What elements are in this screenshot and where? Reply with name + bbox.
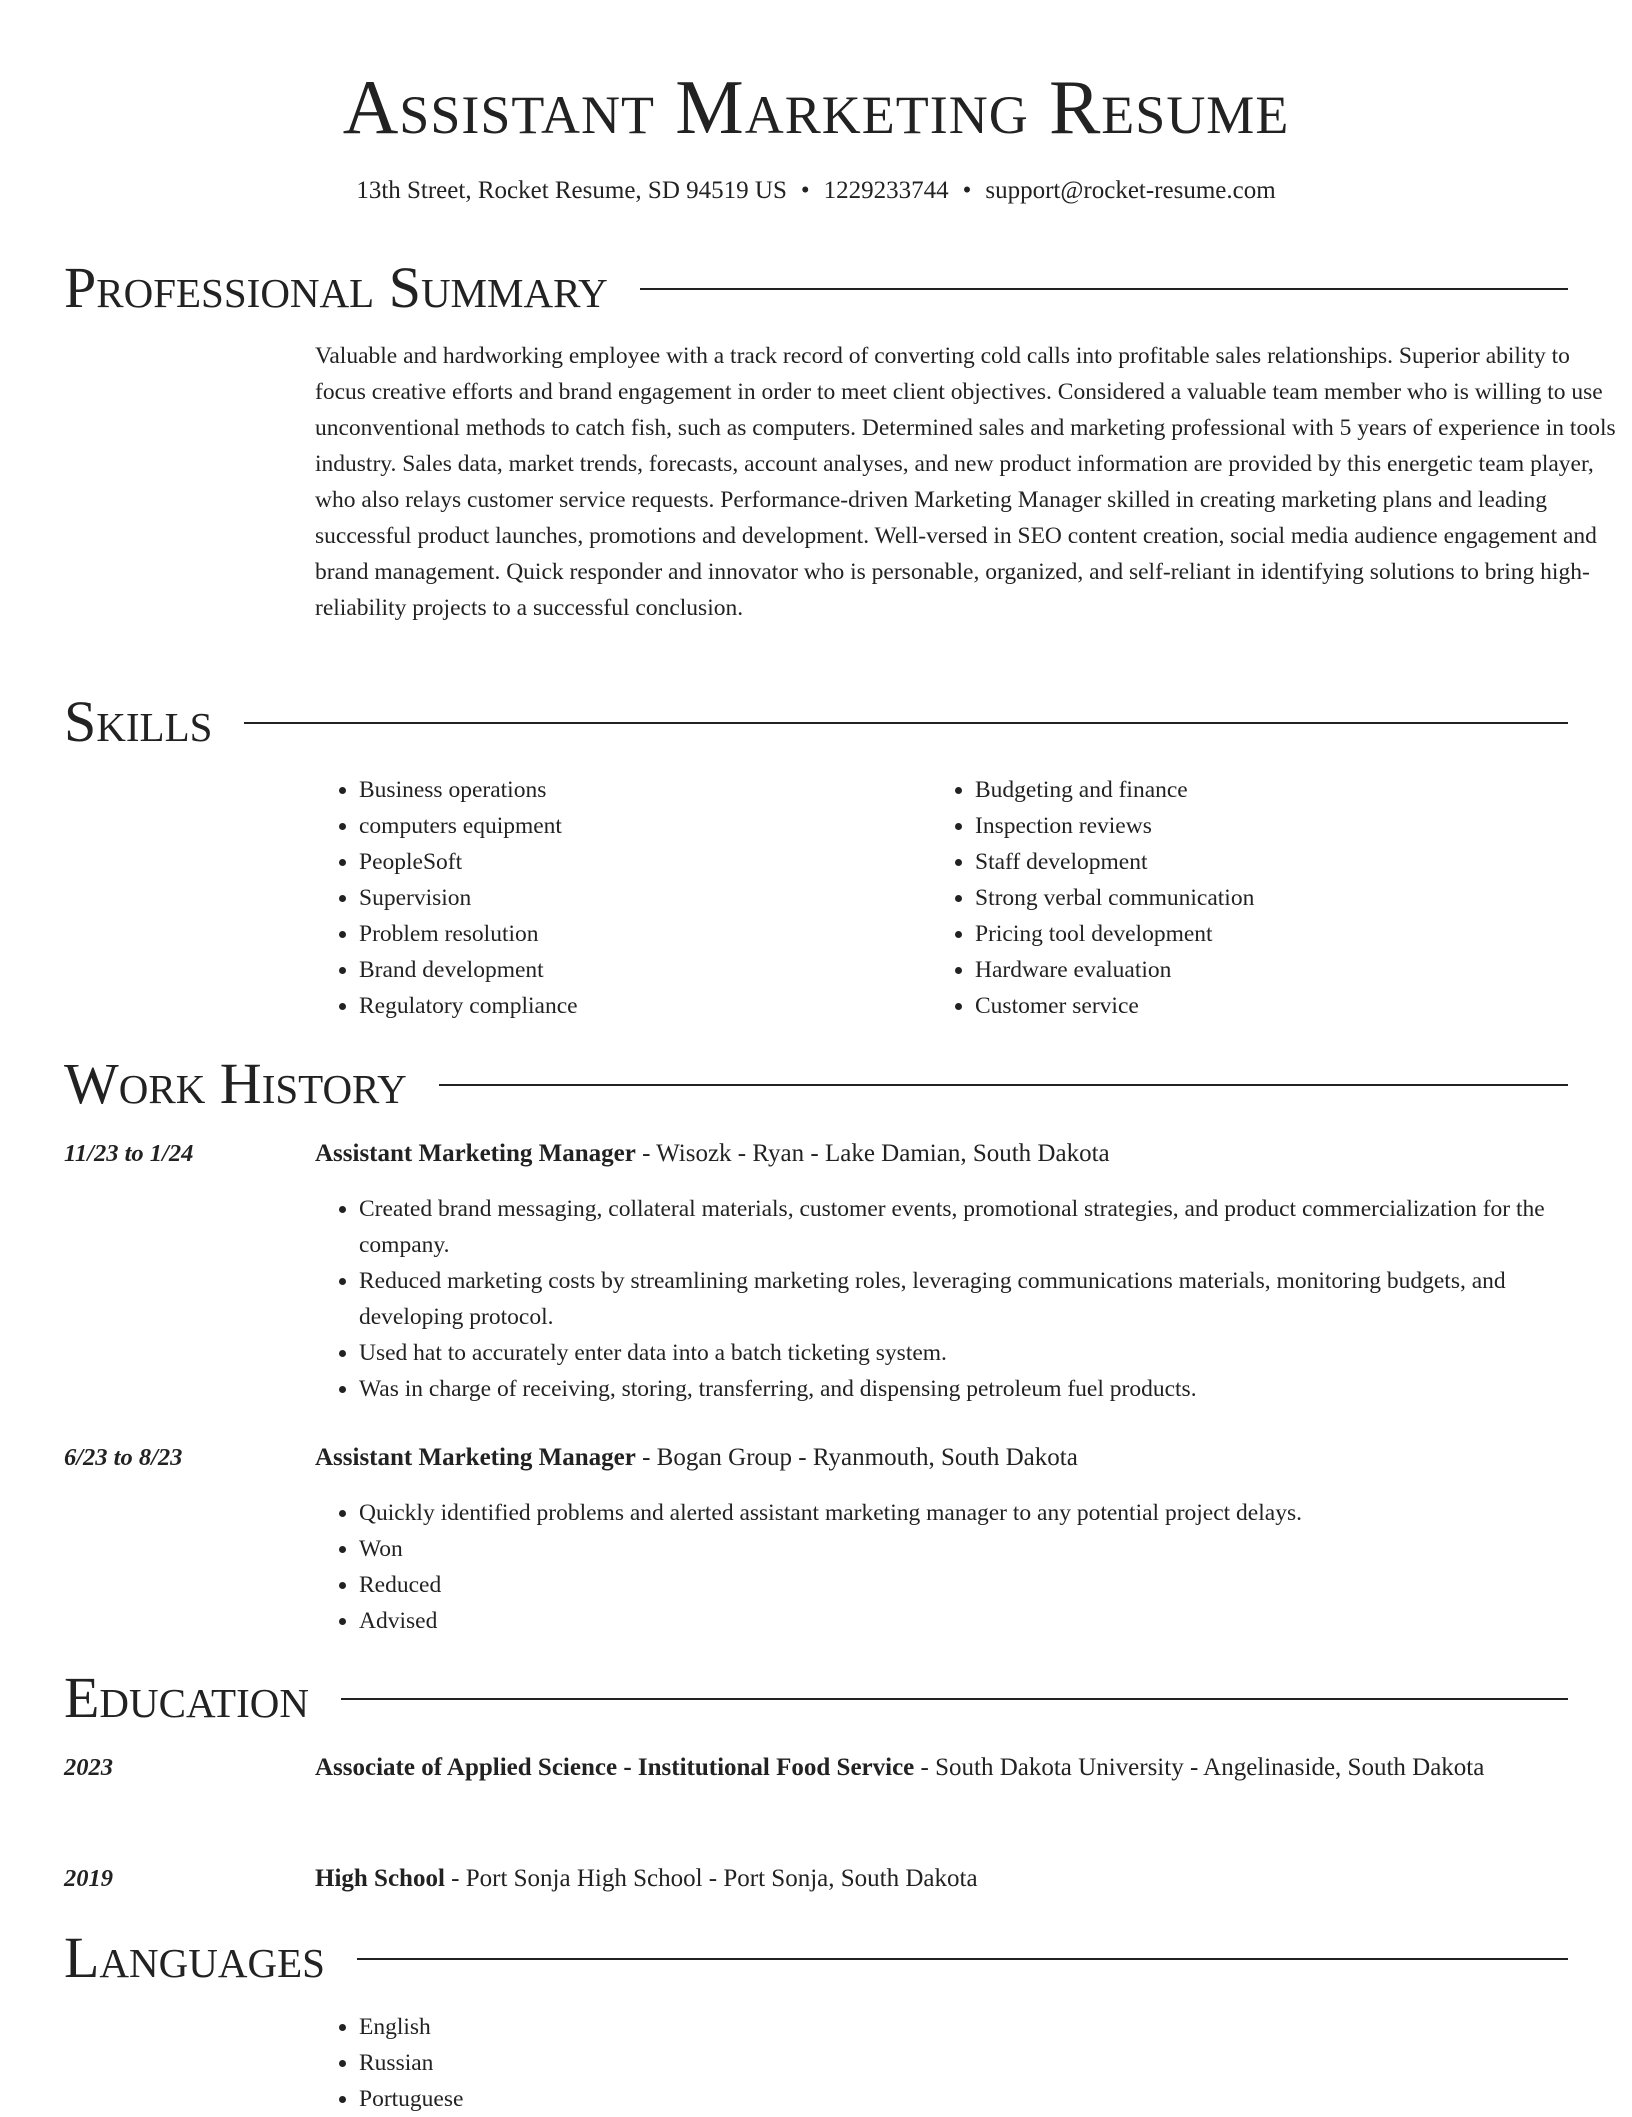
section-heading: Education: [64, 1665, 309, 1730]
skills-list: [315, 772, 915, 1024]
summary-text: Valuable and hardworking employee with a track record of converting cold calls into profitable sales relationships. Superior ability to focus creative efforts and brand engagement in order to meet client objectives. Considered a valuable team member who is willing to use unconventional methods to catch fish, such as computers. Determined sales and marketing professional with 5 years of experience in tools industry. Sales data, market trends, forecasts, account analyses, and new product information are provided by this energetic team player, who also relays customer service requests. Performance-driven Marketing Manager skilled in creating marketing plans and leading successful product launches, promotions and development. Well-versed in SEO content creation, social media audience engagement and brand management. Quick responder and innovator who is personable, organized, and self-reliant in identifying solutions to bring high-reliability projects to a successful conclusion.: [315, 343, 1616, 621]
languages-list-wrap: [315, 2009, 1615, 2117]
skill-item: • computers equipment: [359, 808, 915, 844]
skill-item: • Customer service: [975, 988, 1551, 1024]
job-bullets: [315, 1191, 1615, 1407]
education-details: - Port Sonja High School - Port Sonja, South Dakota: [444, 1865, 978, 1892]
section-divider: [439, 1084, 1568, 1086]
skill-item: • Business operations: [359, 772, 915, 808]
language-item: • Russian: [359, 2045, 1615, 2081]
skill-item: • Staff development: [975, 844, 1551, 880]
job-bullet: • Created brand messaging, collateral materials, customer events, promotional strategies, and product commercialization for the company.: [359, 1191, 1615, 1263]
section-skills: [64, 690, 1568, 754]
job-details: - Wisozk - Ryan - Lake Damian, South Dakota: [635, 1140, 1110, 1167]
job-title-line: [315, 1134, 1555, 1174]
job-bullet: • Quickly identified problems and alerted assistant marketing manager to any potential project delays.: [359, 1495, 1615, 1531]
skill-item: • Supervision: [359, 880, 915, 916]
job-title-line: [315, 1438, 1555, 1478]
language-item: • Portuguese: [359, 2081, 1615, 2117]
section-professional-summary: [64, 256, 1568, 320]
education-entry: [315, 1859, 1555, 1899]
contact-separator: •: [962, 177, 972, 204]
skills-column-left: [315, 772, 915, 1024]
skills-column-right: [931, 772, 1551, 1024]
job-dates: 11/23 to 1/24: [64, 1140, 194, 1167]
section-work-history: [64, 1052, 1568, 1116]
job-bullet: • Used hat to accurately enter data into a batch ticketing system.: [359, 1335, 1615, 1371]
skill-item: • Regulatory compliance: [359, 988, 915, 1024]
education-degree: Associate of Applied Science - Institutional Food Service: [315, 1754, 915, 1781]
section-divider: [244, 722, 1568, 724]
education-details: - South Dakota University - Angelinaside, South Dakota: [914, 1754, 1485, 1781]
job-details: - Bogan Group - Ryanmouth, South Dakota: [635, 1444, 1078, 1471]
section-heading: Skills: [64, 689, 213, 754]
job-title: Assistant Marketing Manager: [315, 1444, 636, 1471]
section-divider: [357, 1958, 1568, 1960]
contact-email: support@rocket-resume.com: [985, 177, 1276, 204]
skill-item: • Hardware evaluation: [975, 952, 1551, 988]
job-bullet: • Reduced marketing costs by streamlining marketing roles, leveraging communications materials, monitoring budgets, and developing protocol.: [359, 1263, 1615, 1335]
job-bullets: [315, 1495, 1615, 1639]
contact-address: 13th Street, Rocket Resume, SD 94519 US: [356, 177, 787, 204]
section-education: [64, 1666, 1568, 1730]
job-bullet-list: [315, 1191, 1615, 1407]
job-bullet: • Won: [359, 1531, 1615, 1567]
job-dates: 6/23 to 8/23: [64, 1444, 183, 1471]
section-divider: [341, 1698, 1568, 1700]
section-heading: Work History: [64, 1051, 407, 1116]
section-languages: [64, 1926, 1568, 1990]
job-bullet-list: [315, 1495, 1615, 1639]
education-entry: [315, 1748, 1585, 1788]
contact-phone: 1229233744: [823, 177, 949, 204]
skills-list: [931, 772, 1551, 1024]
skill-item: • Problem resolution: [359, 916, 915, 952]
education-year: 2023: [64, 1754, 113, 1781]
education-degree: High School: [315, 1865, 445, 1892]
languages-list: [315, 2009, 1615, 2117]
skill-item: • Brand development: [359, 952, 915, 988]
language-item: • English: [359, 2009, 1615, 2045]
section-heading: Professional Summary: [64, 255, 608, 320]
skill-item: • Inspection reviews: [975, 808, 1551, 844]
job-bullet: • Was in charge of receiving, storing, transferring, and dispensing petroleum fuel products.: [359, 1371, 1615, 1407]
job-bullet: • Reduced: [359, 1567, 1615, 1603]
job-bullet: • Advised: [359, 1603, 1615, 1639]
skill-item: • Budgeting and finance: [975, 772, 1551, 808]
skill-item: • Strong verbal communication: [975, 880, 1551, 916]
contact-separator: •: [800, 177, 810, 204]
education-year: 2019: [64, 1865, 113, 1892]
section-divider: [640, 288, 1568, 290]
job-title: Assistant Marketing Manager: [315, 1140, 636, 1167]
contact-line: [64, 174, 1568, 208]
skill-item: • PeopleSoft: [359, 844, 915, 880]
resume-title: Assistant Marketing Resume: [342, 64, 1290, 150]
section-heading: Languages: [64, 1925, 325, 1990]
skill-item: • Pricing tool development: [975, 916, 1551, 952]
